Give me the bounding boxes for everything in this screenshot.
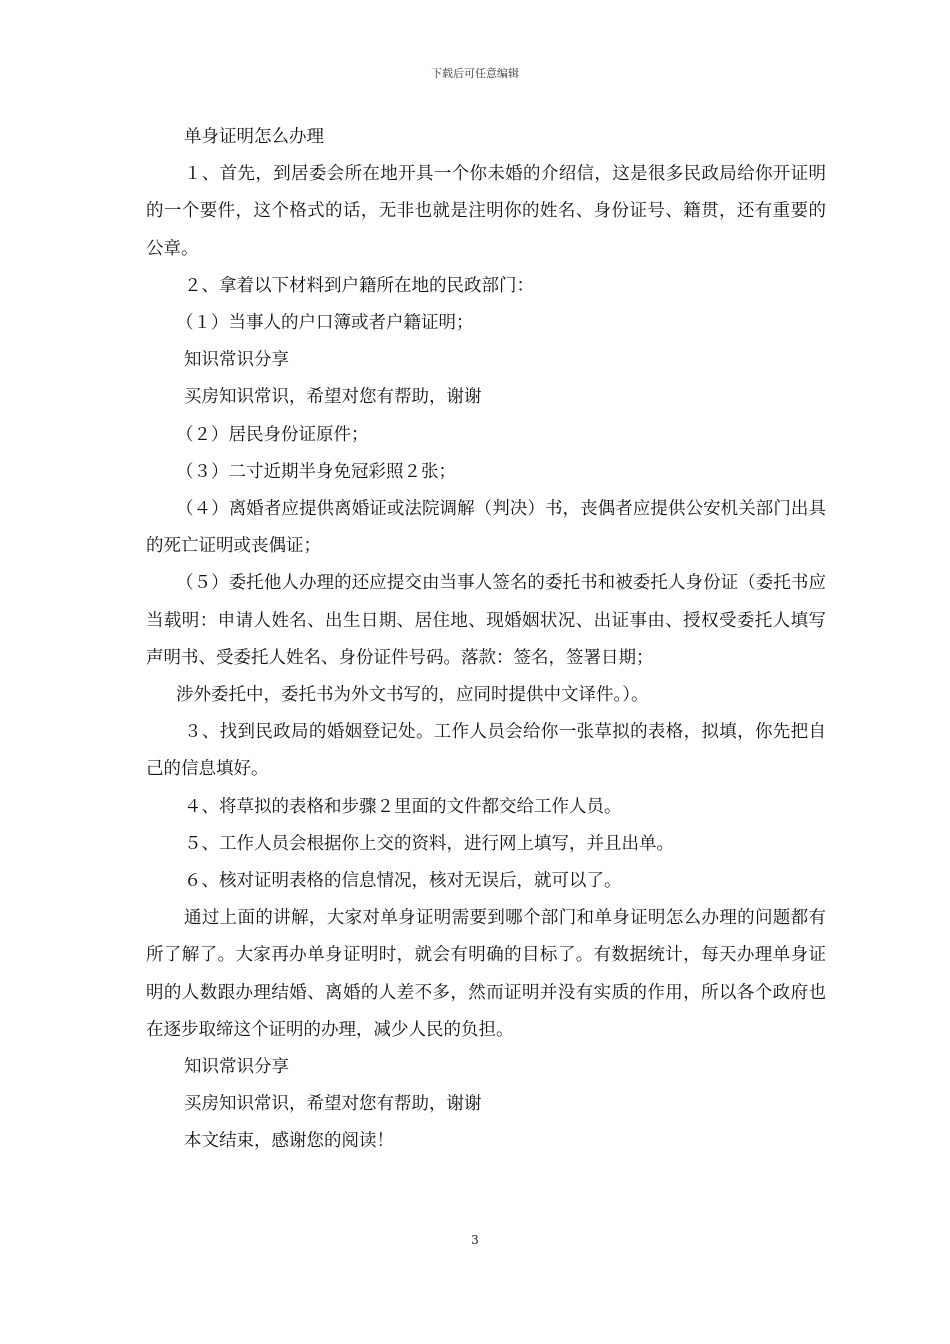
paragraph-foreign-entrust: 涉外委托中，委托书为外文书写的，应同时提供中文译件。）。 — [176, 685, 649, 706]
paragraph-step-6: ６、核对证明表格的信息情况，核对无误后，就可以了。 — [184, 871, 622, 892]
paragraph-step-4: ４、将草拟的表格和步骤２里面的文件都交给工作人员。 — [184, 796, 622, 817]
paragraph-house-knowledge: 买房知识常识，希望对您有帮助，谢谢 — [184, 387, 482, 408]
paragraph-step-5: ５、工作人员会根据你上交的资料，进行网上填写，并且出单。 — [184, 833, 674, 854]
paragraph-knowledge-share-2: 知识常识分享 — [184, 1057, 289, 1078]
page-header: 下载后可任意编辑 — [431, 67, 519, 80]
paragraph-knowledge-share: 知识常识分享 — [184, 350, 289, 371]
document-body — [146, 119, 826, 1161]
paragraph-ending: 本文结束，感谢您的阅读！ — [184, 1131, 394, 1152]
paragraph-material-4: （４）离婚者应提供离婚证或法院调解（判决）书，丧偶者应提供公安机关部门出具的死亡证明或丧偶证； — [146, 499, 826, 557]
paragraph-material-3: （３）二寸近期半身免冠彩照２张； — [176, 461, 456, 482]
paragraph-material-1: （１）当事人的户口簿或者户籍证明； — [176, 313, 474, 334]
paragraph-material-5: （５）委托他人办理的还应提交由当事人签名的委托书和被委托人身份证（委托书应当载明：申请人姓名、出生日期、居住地、现婚姻状况、出证事由、授权受委托人填写声明书、受委托人姓名、身份证件号码。落款：签名，签署日期； — [146, 573, 826, 668]
paragraph-step-2: ２、拿着以下材料到户籍所在地的民政部门： — [184, 275, 534, 296]
paragraph-summary: 通过上面的讲解，大家对单身证明需要到哪个部门和单身证明怎么办理的问题都有所了解了。大家再办单身证明时，就会有明确的目标了。有数据统计，每天办理单身证明的人数跟办理结婚、离婚的人差不多，然而证明并没有实质的作用，所以各个政府也在逐步取缔这个证明的办理，减少人民的负担。 — [146, 908, 826, 1040]
paragraph-material-2: （２）居民身份证原件； — [176, 424, 369, 445]
paragraph-house-knowledge-2: 买房知识常识，希望对您有帮助，谢谢 — [184, 1094, 482, 1115]
paragraph-step-3: ３、找到民政局的婚姻登记处。工作人员会给你一张草拟的表格，拟填，你先把自己的信息填好。 — [146, 722, 826, 780]
paragraph-step-1: １、首先，到居委会所在地开具一个你未婚的介绍信，这是很多民政局给你开证明的一个要件，这个格式的话，无非也就是注明你的姓名、身份证号、籍贯，还有重要的公章。 — [146, 164, 826, 259]
page-number: 3 — [471, 1233, 479, 1247]
paragraph-title: 单身证明怎么办理 — [184, 127, 324, 147]
